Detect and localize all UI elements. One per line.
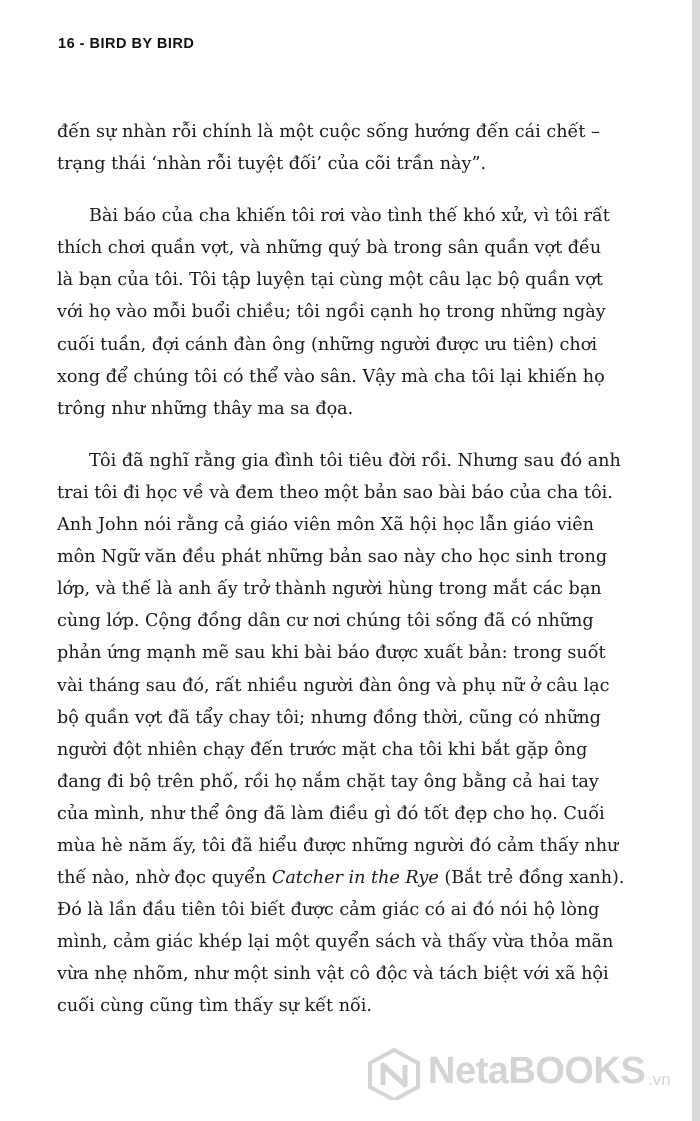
text-line: thích chơi quần vợt, và những quý bà trong sân quần vợt đều xyxy=(57,238,602,259)
text-line: cuối tuần, đợi cánh đàn ông (những người được ưu tiên) chơi xyxy=(57,334,597,355)
text-line: Bài báo của cha khiến tôi rơi vào tình thế khó xử, vì tôi rất xyxy=(89,206,610,227)
text-line: trông như những thây ma sa đọa. xyxy=(57,398,354,419)
text-line: bộ quần vợt đã tẩy chay tôi; nhưng đồng thời, cũng có những xyxy=(57,707,601,728)
paragraph-2 xyxy=(57,200,639,425)
text-line: mình, cảm giác khép lại một quyển sách và thấy vừa thỏa mãn xyxy=(57,932,614,953)
netabooks-logo-icon xyxy=(366,1048,422,1100)
text-line: Anh John nói rằng cả giáo viên môn Xã hội học lẫn giáo viên xyxy=(57,515,595,536)
body-text xyxy=(57,116,639,1023)
text-line-with-title xyxy=(57,862,639,894)
text-line: lớp, và thế là anh ấy trở thành người hùng trong mắt các bạn xyxy=(57,579,602,600)
text-line: của mình, như thể ông đã làm điều gì đó tốt đẹp cho họ. Cuối xyxy=(57,803,605,824)
text-line: xong để chúng tôi có thể vào sân. Vậy mà cha tôi lại khiến họ xyxy=(57,366,605,387)
text-line: người đột nhiên chạy đến trước mặt cha tôi khi bắt gặp ông xyxy=(57,739,588,760)
paragraph-1 xyxy=(57,116,639,180)
text-line: Tôi đã nghĩ rằng gia đình tôi tiêu đời rồi. Nhưng sau đó anh xyxy=(89,450,621,471)
text-line: trai tôi đi học về và đem theo một bản sao bài báo của cha tôi. xyxy=(57,482,613,503)
text-line: đến sự nhàn rỗi chính là một cuộc sống hướng đến cái chết – xyxy=(57,122,600,142)
text-line: là bạn của tôi. Tôi tập luyện tại cùng một câu lạc bộ quần vợt xyxy=(57,270,603,291)
book-title: Catcher in the Rye xyxy=(271,868,439,889)
text-line: Đó là lần đầu tiên tôi biết được cảm giác có ai đó nói hộ lòng xyxy=(57,900,600,921)
text-line: cùng lớp. Cộng đồng dân cư nơi chúng tôi sống đã có những xyxy=(57,611,594,632)
text-fragment: thế nào, nhờ đọc quyển xyxy=(57,868,272,889)
text-line: với họ vào mỗi buổi chiều; tôi ngồi cạnh họ trong những ngày xyxy=(57,302,606,323)
text-line: vài tháng sau đó, rất nhiều người đàn ông và phụ nữ ở câu lạc xyxy=(57,675,610,696)
text-line: trạng thái ‘nhàn rỗi tuyệt đối’ của cõi trần này”. xyxy=(57,154,487,175)
text-line: môn Ngữ văn đều phát những bản sao này cho học sinh trong xyxy=(57,547,608,568)
paragraph-3 xyxy=(57,445,639,1023)
text-line: phản ứng mạnh mẽ sau khi bài báo được xuất bản: trong suốt xyxy=(57,643,606,664)
watermark-brand: NetaBOOKS xyxy=(428,1050,646,1092)
watermark xyxy=(366,1044,686,1104)
watermark-suffix: .vn xyxy=(648,1070,671,1089)
text-line: vừa nhẹ nhõm, như một sinh vật cô độc và tách biệt với xã hội xyxy=(57,964,609,985)
text-line: cuối cùng cũng tìm thấy sự kết nối. xyxy=(57,996,373,1017)
text-fragment: (Bắt trẻ đồng xanh). xyxy=(438,868,625,889)
text-line: mùa hè năm ấy, tôi đã hiểu được những người đó cảm thấy như xyxy=(57,835,619,856)
running-head: 16 - BIRD BY BIRD xyxy=(58,36,195,52)
text-line: đang đi bộ trên phố, rồi họ nắm chặt tay ông bằng cả hai tay xyxy=(57,771,599,792)
page-edge xyxy=(692,0,700,1121)
